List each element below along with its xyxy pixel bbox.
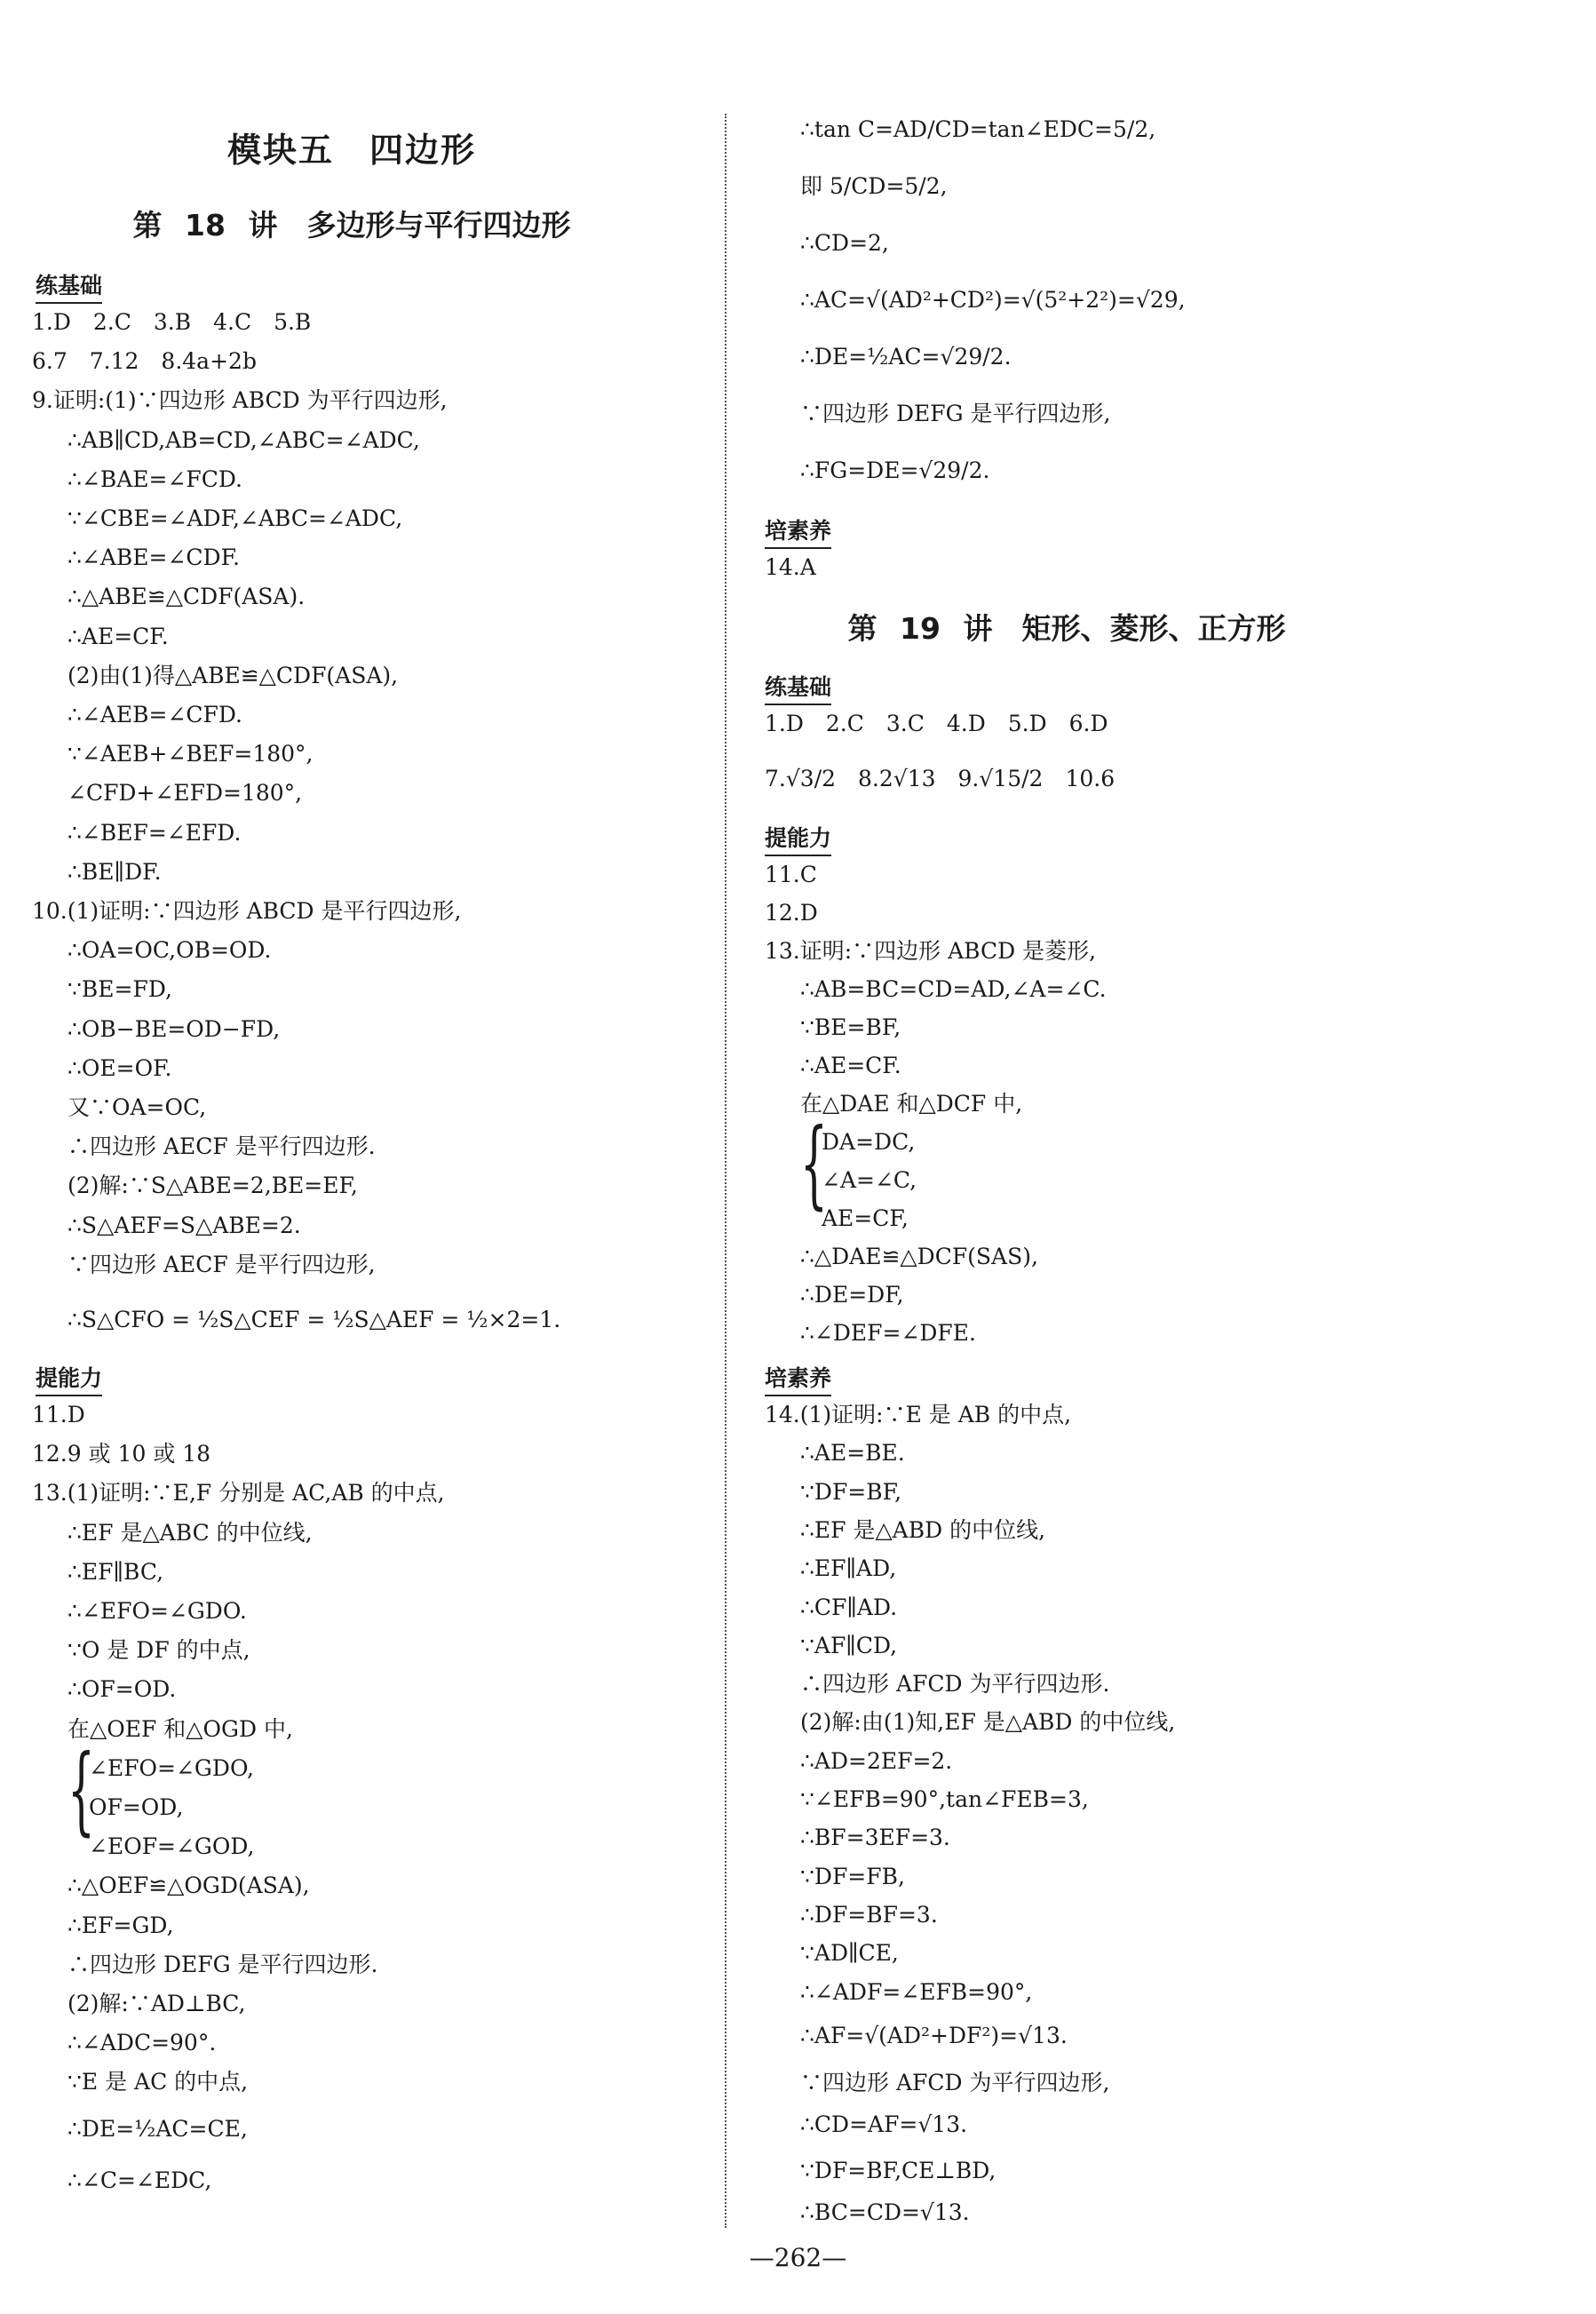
left-answer-line: 9.证明:(1)∵四边形 ABCD 为平行四边形, <box>32 387 448 414</box>
left-answer-line: ∵BE=FD, <box>67 976 172 1003</box>
right-b6-line: ∵四边形 AFCD 为平行四边形, <box>800 2070 1110 2096</box>
left-answer-line: ∴∠BEF=∠EFD. <box>67 819 242 846</box>
right-b6-line: (2)解:由(1)知,EF 是△ABD 的中位线, <box>800 1709 1176 1736</box>
left-answer-line: ∴∠BAE=∠FCD. <box>67 465 242 492</box>
right-top-line: 即 5/CD=5/2, <box>800 173 948 199</box>
left-answer2-line: ∠EFO=∠GDO, <box>89 1754 254 1781</box>
left-answer2-line: ∴EF∥BC, <box>67 1558 164 1585</box>
right-b6-line: ∵DF=BF,CE⊥BD, <box>800 2157 997 2183</box>
right-b5-line: DA=DC, <box>822 1129 916 1155</box>
right-b5-line: 13.证明:∵四边形 ABCD 是菱形, <box>765 938 1097 964</box>
left-answer-line: ∠CFD+∠EFD=180°, <box>67 780 303 807</box>
column-divider <box>725 114 727 2228</box>
left-answer-line: ∴AB∥CD,AB=CD,∠ABC=∠ADC, <box>67 426 420 453</box>
lecture-19-title: 第 19 讲 矩形、菱形、正方形 <box>847 611 1286 646</box>
left-answer-line: ∴S△AEF=S△ABE=2. <box>67 1212 301 1238</box>
left-answer-line: ∴AE=CF. <box>67 623 169 649</box>
right-b6-line: ∴AF=√(AD²+DF²)=√13. <box>800 2022 1068 2048</box>
left-answer2-line: ∴OF=OD. <box>67 1676 177 1703</box>
right-top-line: ∴tan C=AD/CD=tan∠EDC=5/2, <box>800 116 1156 142</box>
right-b3-line: 14.A <box>765 554 816 580</box>
right-b5-line: ∴△DAE≌△DCF(SAS), <box>800 1244 1038 1269</box>
right-b5-line: 11.C <box>765 862 817 887</box>
left-answer2-line: ∴四边形 DEFG 是平行四边形. <box>67 1951 378 1977</box>
left-answer2-line: 12.9 或 10 或 18 <box>32 1441 211 1467</box>
left-answer-line: ∴∠AEB=∠CFD. <box>67 702 242 728</box>
left-answer2-line: ∴∠C=∠EDC, <box>67 2167 212 2193</box>
left-answer2-brace: { <box>67 1734 95 1846</box>
left-answer2-line: ∠EOF=∠GOD, <box>89 1833 255 1860</box>
left-answer-line: 10.(1)证明:∵四边形 ABCD 是平行四边形, <box>32 898 462 924</box>
left-answer2-line: OF=OD, <box>89 1794 184 1820</box>
section-label-basic-19: 练基础 <box>765 670 831 705</box>
left-answer2-line: ∴EF=GD, <box>67 1912 174 1938</box>
right-b6-line: ∴CD=AF=√13. <box>800 2111 968 2138</box>
left-answer-line: ∴OE=OF. <box>67 1054 172 1081</box>
lecture-18-title: 第 18 讲 多边形与平行四边形 <box>132 208 571 243</box>
right-b6-line: ∵DF=BF, <box>800 1478 902 1505</box>
left-answer-line: ∴BE∥DF. <box>67 858 162 885</box>
left-answer-line: ∴∠ABE=∠CDF. <box>67 545 240 571</box>
left-answer2-line: 11.D <box>32 1402 85 1427</box>
right-b5-line: ∴DE=DF, <box>800 1282 904 1308</box>
right-b6-line: ∴DF=BF=3. <box>800 1901 938 1928</box>
right-b5-line: AE=CF, <box>822 1205 909 1231</box>
right-b6-line: ∴EF∥AD, <box>800 1555 897 1582</box>
right-b5-line: 在△DAE 和△DCF 中, <box>800 1091 1023 1117</box>
right-b6-line: ∴AD=2EF=2. <box>800 1747 953 1774</box>
left-answer-line: ∴四边形 AECF 是平行四边形. <box>67 1133 376 1160</box>
left-answer2-line: ∴∠EFO=∠GDO. <box>67 1598 247 1624</box>
section-label-ability-19: 提能力 <box>765 821 831 856</box>
right-b4-line: 7.√3/2 8.2√13 9.√15/2 10.6 <box>765 766 1116 791</box>
left-answer-line: ∴OA=OC,OB=OD. <box>67 937 272 964</box>
left-answer-line: ∴OB−BE=OD−FD, <box>67 1015 281 1042</box>
left-answer-line: ∵∠CBE=∠ADF,∠ABC=∠ADC, <box>67 505 403 531</box>
left-answer-line: ∴S△CFO = ½S△CEF = ½S△AEF = ½×2=1. <box>67 1307 561 1332</box>
section-label-ability: 提能力 <box>36 1361 102 1396</box>
section-label-literacy: 培素养 <box>765 513 831 549</box>
left-answer2-line: (2)解:∵AD⊥BC, <box>67 1991 246 2016</box>
right-b6-line: ∴EF 是△ABD 的中位线, <box>800 1516 1046 1543</box>
right-b6-line: ∵AF∥CD, <box>800 1632 898 1658</box>
right-b6-line: ∵DF=FB, <box>800 1863 905 1889</box>
left-answer2-line: ∴∠ADC=90°. <box>67 2030 217 2056</box>
right-b6-line: ∵AD∥CE, <box>800 1940 899 1967</box>
right-b6-line: ∴∠ADF=∠EFB=90°, <box>800 1978 1033 2005</box>
right-top-line: ∴DE=½AC=√29/2. <box>800 344 1012 370</box>
right-b6-line: ∴AE=BE. <box>800 1440 905 1467</box>
page-number: —262— <box>749 2243 847 2272</box>
right-b6-line: ∵∠EFB=90°,tan∠FEB=3, <box>800 1786 1089 1812</box>
left-answer-line: 6.7 7.12 8.4a+2b <box>32 348 257 375</box>
right-b6-line: ∴BF=3EF=3. <box>800 1825 950 1851</box>
left-answer-line: (2)解:∵S△ABE=2,BE=EF, <box>67 1173 358 1199</box>
right-b4-line: 1.D 2.C 3.C 4.D 5.D 6.D <box>765 711 1108 736</box>
left-answer-line: 1.D 2.C 3.B 4.C 5.B <box>32 309 312 335</box>
right-b5-brace: { <box>800 1109 828 1220</box>
right-b6-line: 14.(1)证明:∵E 是 AB 的中点, <box>765 1402 1072 1427</box>
right-top-line: ∵四边形 DEFG 是平行四边形, <box>800 401 1111 426</box>
left-answer-line: ∴△ABE≌△CDF(ASA). <box>67 584 306 610</box>
right-b5-line: ∵BE=BF, <box>800 1014 901 1040</box>
right-b6-line: ∴CF∥AD. <box>800 1594 898 1620</box>
right-b5-line: ∴AE=CF. <box>800 1053 901 1078</box>
right-top-line: ∴CD=2, <box>800 230 889 256</box>
left-answer2-line: ∵O 是 DF 的中点, <box>67 1637 250 1664</box>
right-b5-line: ∴AB=BC=CD=AD,∠A=∠C. <box>800 976 1107 1002</box>
left-answer2-line: ∴DE=½AC=CE, <box>67 2115 248 2142</box>
right-b5-line: ∠A=∠C, <box>822 1167 917 1193</box>
section-label-literacy-19: 培素养 <box>765 1361 831 1396</box>
module-title: 模块五 四边形 <box>226 131 476 170</box>
section-label-basic: 练基础 <box>36 268 102 304</box>
left-answer-line: ∵四边形 AECF 是平行四边形, <box>67 1251 376 1277</box>
left-answer2-line: 13.(1)证明:∵E,F 分别是 AC,AB 的中点, <box>32 1480 445 1507</box>
right-b6-line: ∴四边形 AFCD 为平行四边形. <box>800 1671 1110 1698</box>
left-answer2-line: ∵E 是 AC 的中点, <box>67 2069 249 2095</box>
left-answer-line: ∵∠AEB+∠BEF=180°, <box>67 741 314 767</box>
left-answer-line: (2)由(1)得△ABE≌△CDF(ASA), <box>67 662 399 688</box>
left-answer2-line: ∴△OEF≌△OGD(ASA), <box>67 1873 310 1899</box>
left-answer-line: 又∵OA=OC, <box>67 1094 207 1120</box>
right-b5-line: 12.D <box>765 900 818 926</box>
left-answer2-line: 在△OEF 和△OGD 中, <box>67 1715 293 1742</box>
right-top-line: ∴AC=√(AD²+CD²)=√(5²+2²)=√29, <box>800 287 1186 313</box>
left-answer2-line: ∴EF 是△ABC 的中位线, <box>67 1519 313 1546</box>
right-b6-line: ∴BC=CD=√13. <box>800 2199 970 2225</box>
right-top-line: ∴FG=DE=√29/2. <box>800 457 990 483</box>
right-b5-line: ∴∠DEF=∠DFE. <box>800 1320 976 1346</box>
